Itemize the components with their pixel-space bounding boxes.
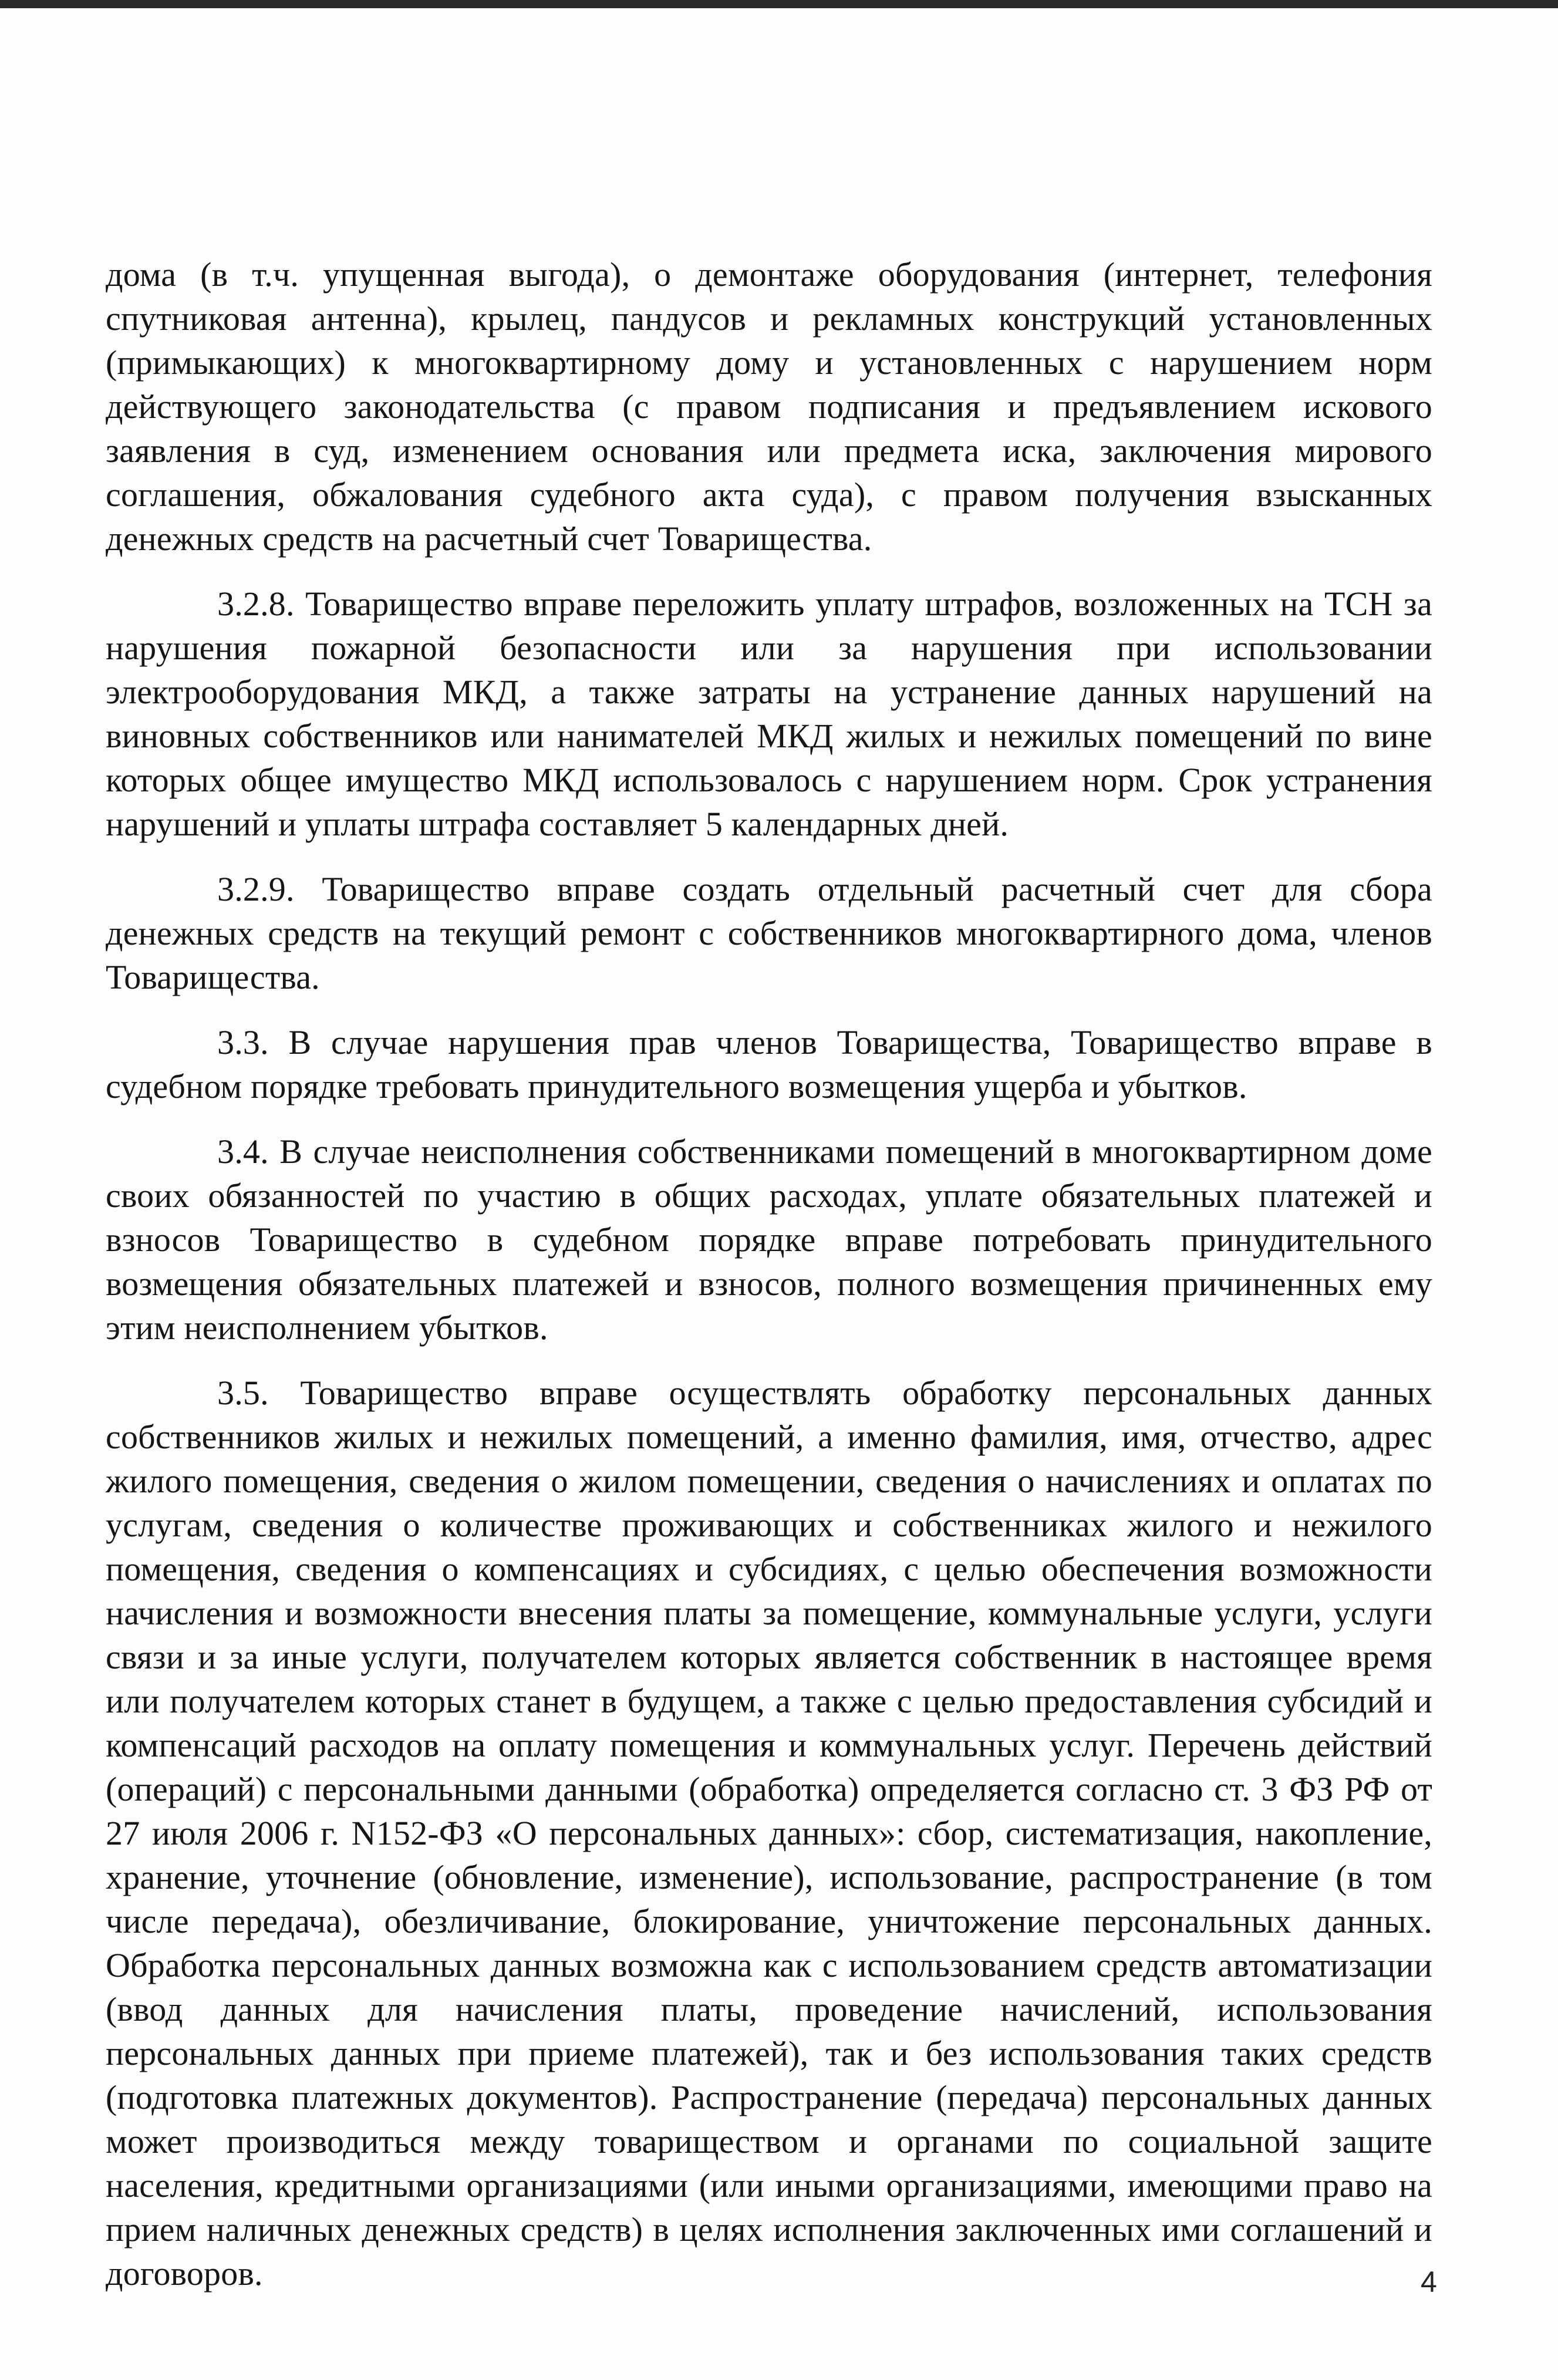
page-number: 4 bbox=[1421, 2266, 1437, 2298]
paragraph-3-3: 3.3. В случае нарушения прав членов Товарищества, Товарищество вправе в судебном порядке требовать принудительного возмещения ущерба и убытков. bbox=[106, 1023, 1432, 1105]
paragraph-3-2-8: 3.2.8. Товарищество вправе переложить уплату штрафов, возложенных на ТСН за нарушения пожарной безопасности или за нарушения при использовании электрооборудования МКД, а также затраты на устранение данных нарушений на виновных собственников или нанимателей МКД жилых и нежилых помещений по вине которых общее имущество МКД использовалось с нарушением норм. Срок устранения нарушений и уплаты штрафа составляет 5 календарных дней. bbox=[106, 585, 1432, 843]
document-page bbox=[106, 252, 1432, 2317]
paragraph-3-4: 3.4. В случае неисполнения собственниками помещений в многоквартирном доме своих обязанностей по участию в общих расходах, уплате обязательных платежей и взносов Товарищество в судебном порядке вправе потребовать принудительного возмещения обязательных платежей и взносов, полного возмещения причиненных ему этим неисполнением убытков. bbox=[106, 1132, 1432, 1347]
paragraph-3-2-9: 3.2.9. Товарищество вправе создать отдельный расчетный счет для сбора денежных средств на текущий ремонт с собственников многоквартирного дома, членов Товарищества. bbox=[106, 870, 1432, 996]
scan-top-edge bbox=[0, 0, 1558, 8]
paragraph-continuation: дома (в т.ч. упущенная выгода), о демонтаже оборудования (интернет, телефония спутниковая антенна), крылец, пандусов и рекламных конструкций установленных (примыкающих) к многоквартирному дому и установленных с нарушением норм действующего законодательства (с правом подписания и предъявлением искового заявления в суд, изменением основания или предмета иска, заключения мирового соглашения, обжалования судебного акта суда), с правом получения взысканных денежных средств на расчетный счет Товарищества. bbox=[106, 255, 1432, 558]
paragraph-3-5: 3.5. Товарищество вправе осуществлять обработку персональных данных собственников жилых и нежилых помещений, а именно фамилия, имя, отчество, адрес жилого помещения, сведения о жилом помещении, сведения о начислениях и оплатах по услугам, сведения о количестве проживающих и собственниках жилого и нежилого помещения, сведения о компенсациях и субсидиях, с целью обеспечения возможности начисления и возможности внесения платы за помещение, коммунальные услуги, услуги связи и за иные услуги, получателем которых является собственник в настоящее время или получателем которых станет в будущем, а также с целью предоставления субсидий и компенсаций расходов на оплату помещения и коммунальных услуг. Перечень действий (операций) с персональными данными (обработка) определяется согласно ст. 3 ФЗ РФ от 27 июля 2006 г. N152-ФЗ «О персональных данных»: сбор, систематизация, накопление, хранение, уточнение (обновление, изменение), использование, распространение (в том числе передача), обезличивание, блокирование, уничтожение персональных данных. Обработка персональных данных возможна как с использованием средств автоматизации (ввод данных для начисления платы, проведение начислений, использования персональных данных при приеме платежей), так и без использования таких средств (подготовка платежных документов). Распространение (передача) персональных данных может производиться между товариществом и органами по социальной защите населения, кредитными организациями (или иными организациями, имеющими право на прием наличных денежных средств) в целях исполнения заключенных ими соглашений и договоров. bbox=[106, 1374, 1432, 2293]
